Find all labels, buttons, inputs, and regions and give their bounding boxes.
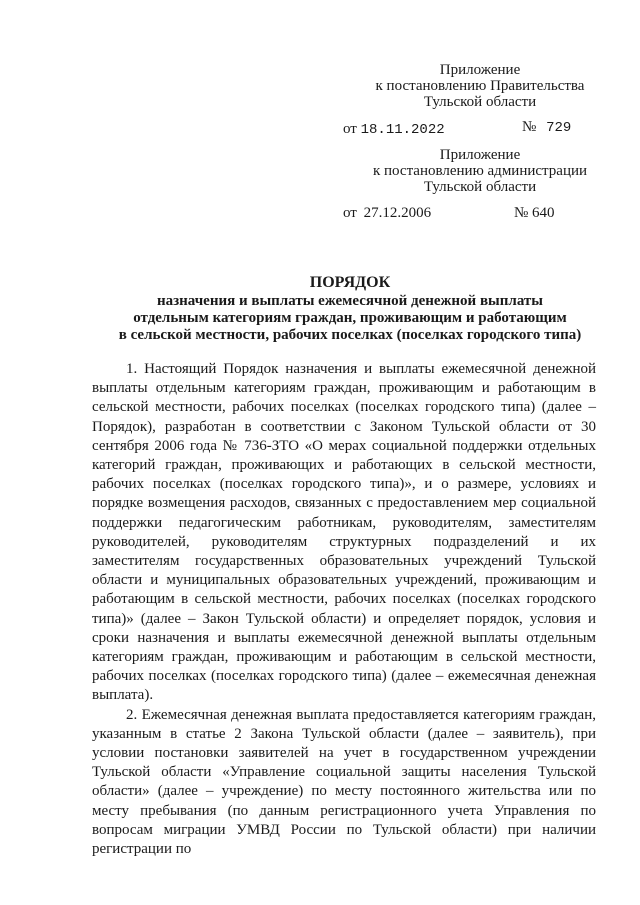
document-body	[92, 360, 596, 859]
document-title	[100, 274, 600, 344]
current-date: 18.11.2022	[360, 122, 445, 138]
paragraph-1: 1. Настоящий Порядок назначения и выплаты ежемесячной денежной выплаты отдельным категориям граждан, проживающим и работающим в сельской местности, рабочих поселках (поселках городского типа) (далее – Порядок), разработан в соответствии с Законом Тульской области от 30 сентября 2006 года № 736-ЗТО «О мерах социальной поддержки отдельных категорий граждан, проживающих и работающих в сельской местности, рабочих поселках (поселках городского типа)», и о размере, условиях и порядке возмещения расходов, связанных с предоставлением мер социальной поддержки педагогическим работникам, руководителям, заместителям руководителей, руководителям структурных подразделений и их заместителям государственных образовательных учреждений Тульской области и муниципальных образовательных учреждений, проживающим и работающим в сельской местности, рабочих поселках (поселках городского типа)» (далее – Закон Тульской области) и определяет порядок, условия и сроки назначения и выплаты ежемесячной денежной выплаты отдельным категориям граждан, проживающим и работающим в сельской местности, рабочих поселках (поселках городского типа) (далее – ежемесячная денежная выплата).	[92, 361, 596, 704]
original-number: № 640	[514, 205, 555, 221]
appendix-ref: к постановлению администрации	[372, 163, 588, 179]
appendix-label: Приложение	[439, 62, 521, 78]
appendix-header-current	[330, 62, 630, 110]
number-sign: №	[522, 119, 537, 135]
original-date: 27.12.2006	[363, 205, 432, 221]
title-main: ПОРЯДОК	[309, 274, 391, 291]
current-date-row	[343, 121, 445, 138]
date-prefix: от	[343, 121, 357, 137]
title-line: в сельской местности, рабочих поселках (поселках городского типа)	[118, 327, 582, 343]
title-line: отдельным категориям граждан, проживающим и работающим	[133, 310, 567, 326]
appendix-header-original	[330, 147, 630, 195]
appendix-region: Тульской области	[423, 94, 537, 110]
date-prefix: от	[343, 205, 357, 221]
appendix-ref: к постановлению Правительства	[375, 78, 585, 94]
original-date-row	[343, 205, 431, 222]
current-number: 729	[546, 120, 572, 136]
current-number-row	[522, 119, 571, 136]
title-line: назначения и выплаты ежемесячной денежной выплаты	[156, 293, 544, 309]
paragraph-2: 2. Ежемесячная денежная выплата предоставляется категориям граждан, указанным в статье 2 Закона Тульской области (далее – заявитель), при условии постановки заявителей на учет в государственном учреждении Тульской области «Управление социальной защиты населения Тульской области» (далее – учреждение) по месту постоянного жительства или по месту пребывания (по данным регистрационного учета Управления по вопросам миграции УМВД России по Тульской области) при наличии регистрации по	[92, 706, 596, 858]
appendix-label: Приложение	[439, 147, 521, 163]
appendix-region: Тульской области	[423, 179, 537, 195]
